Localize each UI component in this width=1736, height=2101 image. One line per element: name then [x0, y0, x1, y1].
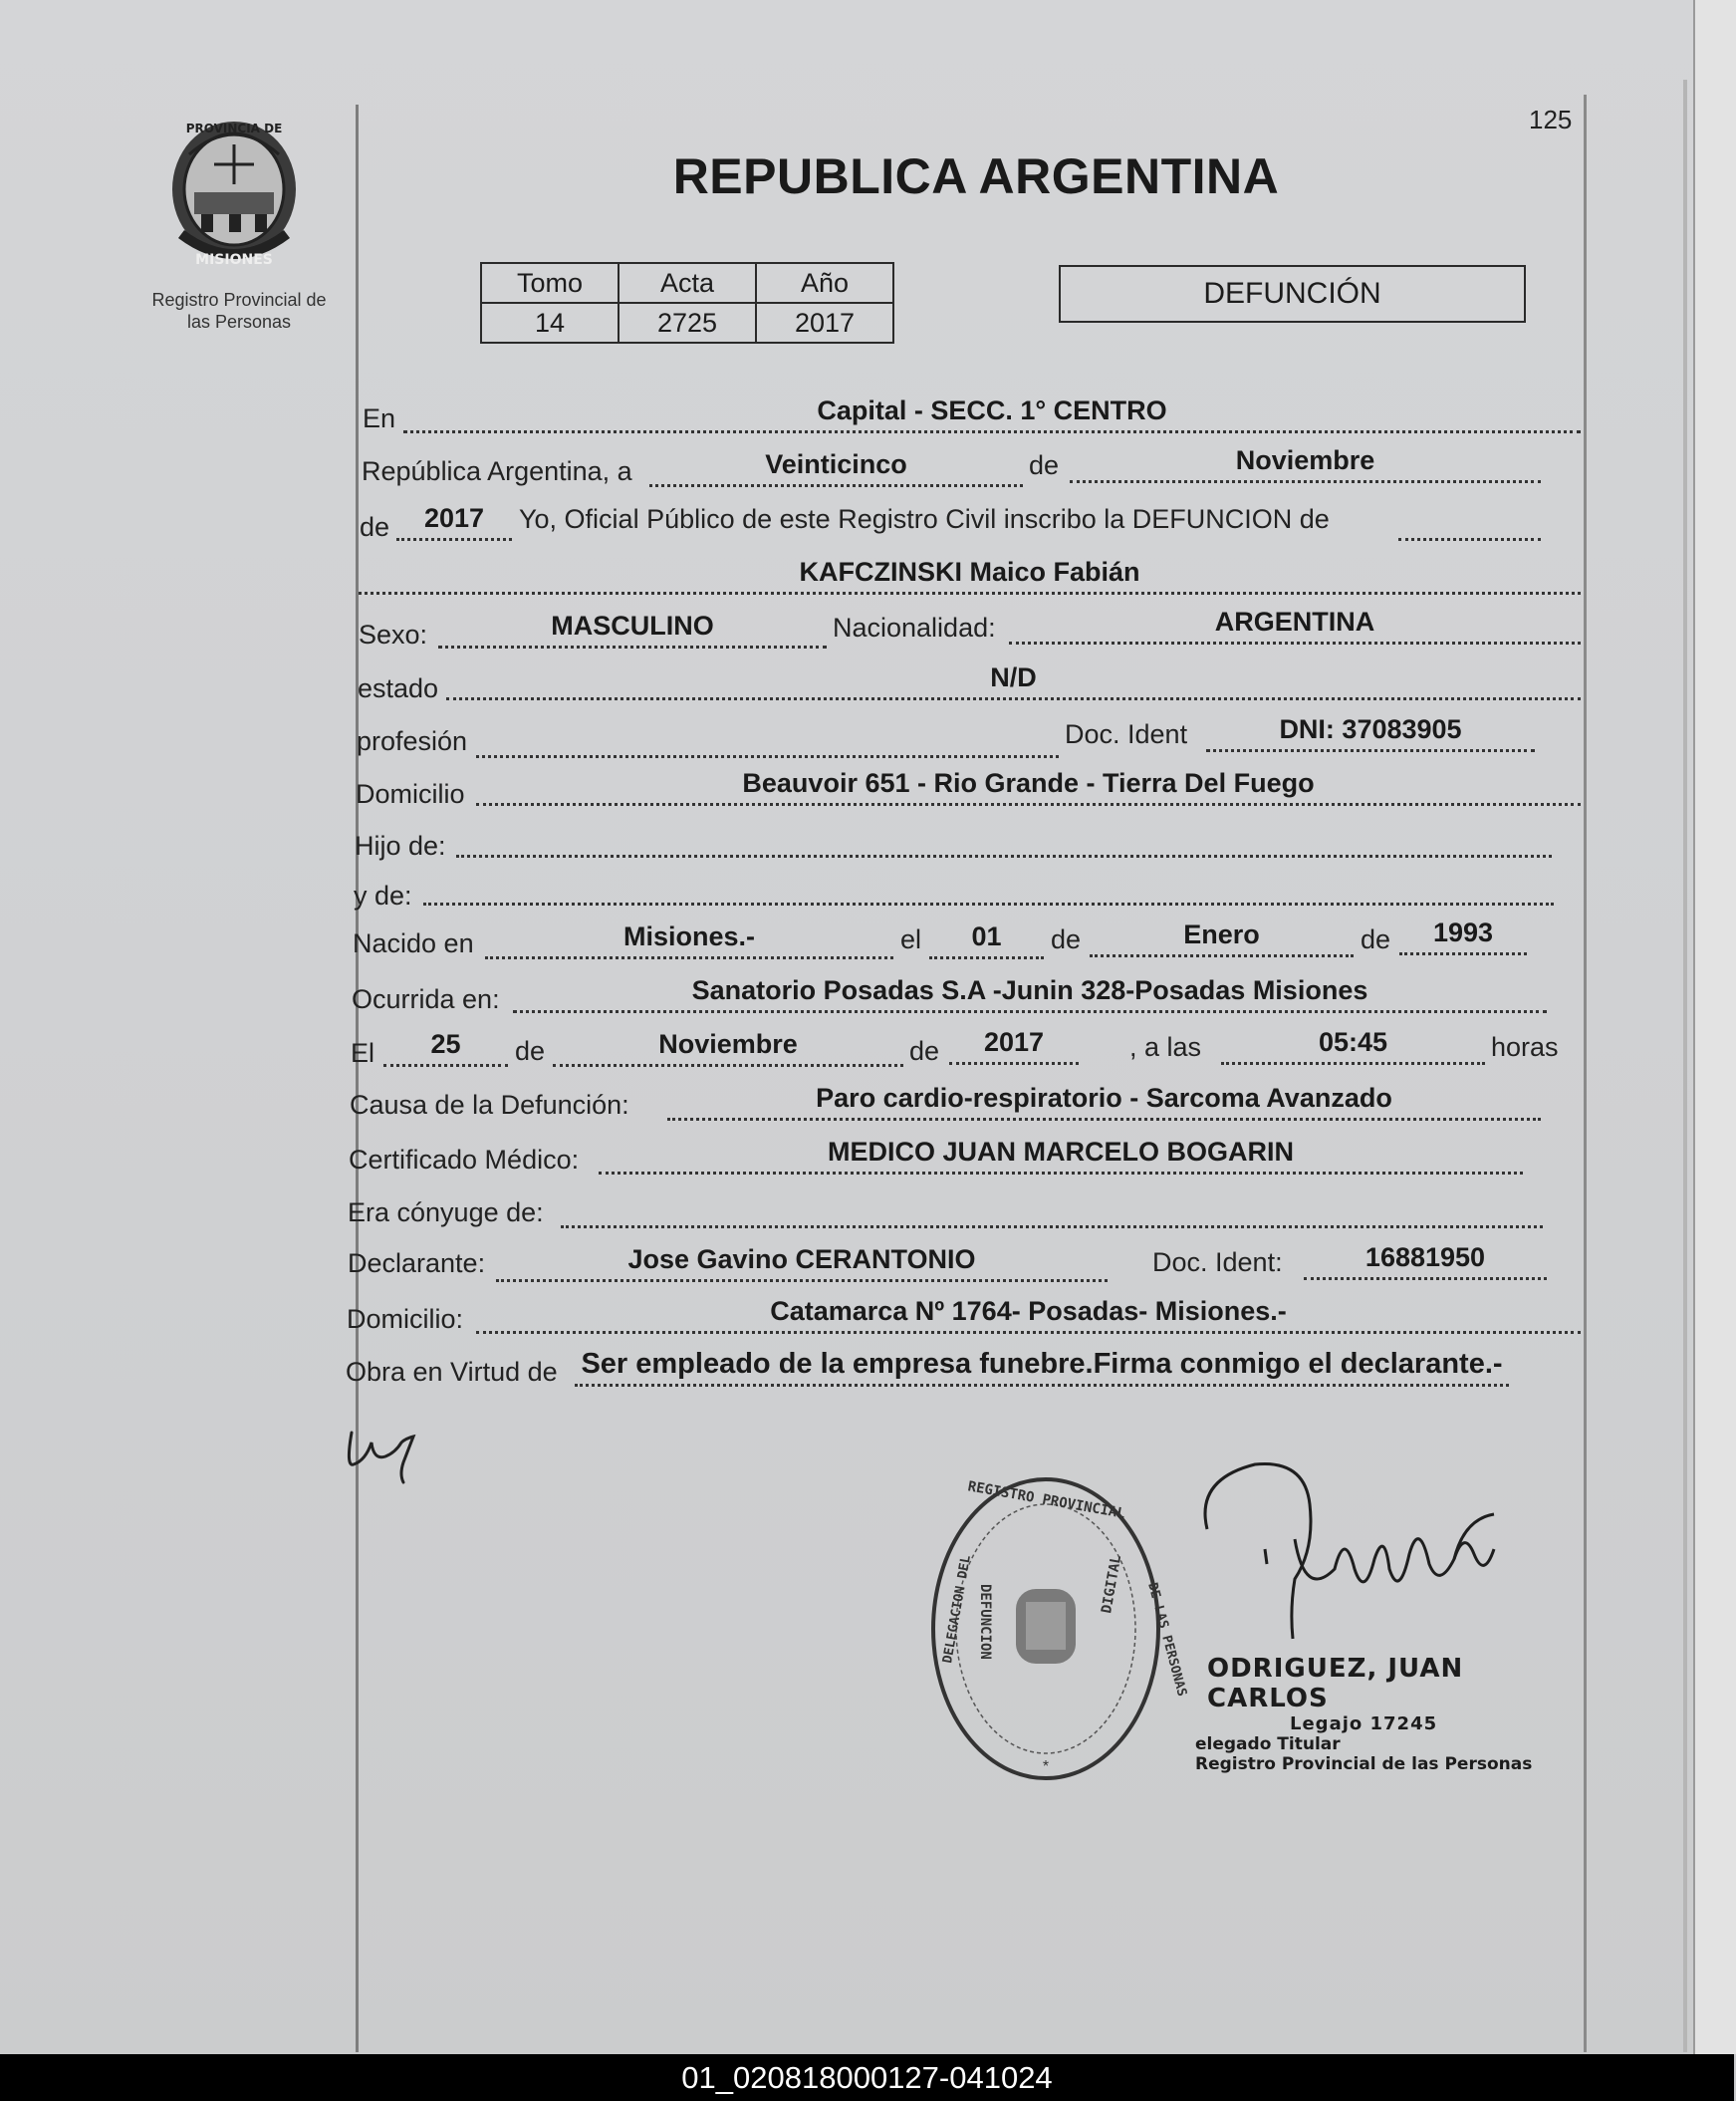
- label-nacionalidad: Nacionalidad:: [833, 613, 996, 643]
- official-role: elegado Titular: [1195, 1734, 1341, 1754]
- field-profesion: [476, 721, 1059, 758]
- field-obra-en-virtud: Ser empleado de la empresa funebre.Firma conmigo el declarante.-: [575, 1350, 1509, 1387]
- official-office: Registro Provincial de las Personas: [1195, 1754, 1533, 1774]
- record-header-tomo: Tomo: [481, 263, 619, 303]
- document-type-box: DEFUNCIÓN: [1059, 265, 1526, 323]
- field-ocurrida-en: Sanatorio Posadas S.A -Junin 328-Posadas Misiones: [513, 976, 1547, 1013]
- svg-text:MISIONES: MISIONES: [195, 252, 273, 268]
- label-causa: Causa de la Defunción:: [350, 1090, 629, 1120]
- record-header-row: [481, 263, 893, 303]
- field-certificado: MEDICO JUAN MARCELO BOGARIN: [599, 1138, 1523, 1175]
- label-de: de: [515, 1036, 546, 1066]
- registry-stamp-icon: [921, 1464, 1190, 1793]
- field-mes: Noviembre: [1070, 446, 1541, 483]
- page-edge-shadow: [1683, 80, 1687, 2052]
- left-margin-rule: [356, 105, 359, 2052]
- label-certificado: Certificado Médico:: [349, 1145, 580, 1175]
- label-conyuge: Era cónyuge de:: [348, 1197, 544, 1227]
- field-sexo: MASCULINO: [438, 612, 827, 649]
- label-hijo-de: Hijo de:: [355, 831, 446, 861]
- label-ocurrida-en: Ocurrida en:: [352, 984, 500, 1014]
- label-nacido-en: Nacido en: [353, 928, 474, 958]
- svg-text:DELEGACION DEL: DELEGACION DEL: [940, 1554, 974, 1665]
- label-profesion: profesión: [357, 726, 468, 756]
- registry-name-line2: las Personas: [186, 312, 292, 332]
- label-sexo: Sexo:: [359, 620, 428, 650]
- label-domicilio: Domicilio:: [347, 1304, 464, 1334]
- footer-code: 01_020818000127-041024: [0, 2054, 1734, 2101]
- field-lugar: Capital - SECC. 1° CENTRO: [403, 396, 1581, 433]
- field-nac-dia: 01: [929, 922, 1044, 959]
- svg-text:DEFUNCION: DEFUNCION: [977, 1584, 993, 1660]
- label-doc-ident: Doc. Ident:: [1152, 1247, 1283, 1277]
- label-horas: horas: [1491, 1032, 1559, 1062]
- field-nac-mes: Enero: [1090, 920, 1354, 957]
- field-estado: N/D: [446, 663, 1581, 700]
- label-el: el: [900, 924, 922, 954]
- label-obra: Obra en Virtud de: [346, 1357, 558, 1387]
- field-def-mes: Noviembre: [553, 1030, 903, 1067]
- page-number: 125: [1529, 105, 1573, 134]
- field-doc-ident: DNI: 37083905: [1206, 715, 1535, 752]
- record-table: [480, 262, 894, 344]
- label-el: El: [351, 1038, 375, 1068]
- field-causa: Paro cardio-respiratorio - Sarcoma Avanzado: [667, 1084, 1541, 1121]
- record-value-anio: 2017: [756, 303, 893, 343]
- field-domicilio: Beauvoir 651 - Rio Grande - Tierra Del Fuego: [476, 769, 1581, 806]
- record-value-acta: 2725: [619, 303, 756, 343]
- registry-name-line1: Registro Provincial de: [151, 290, 327, 310]
- field-nacionalidad: ARGENTINA: [1009, 608, 1581, 645]
- label-inscripcion: Yo, Oficial Público de este Registro Civil inscribo la DEFUNCION de: [519, 504, 1330, 534]
- field-declarante: Jose Gavino CERANTONIO: [496, 1245, 1108, 1282]
- record-header-anio: Año: [756, 263, 893, 303]
- official-name: ODRIGUEZ, JUAN CARLOS: [1207, 1654, 1464, 1713]
- document-title: REPUBLICA ARGENTINA: [672, 148, 1280, 204]
- svg-text:DIGITAL: DIGITAL: [1099, 1553, 1125, 1615]
- field-anio: 2017: [396, 504, 512, 541]
- record-header-acta: Acta: [619, 263, 756, 303]
- label-republica: República Argentina, a: [362, 456, 632, 486]
- official-legajo: Legajo 17245: [1290, 1713, 1438, 1734]
- field-hijo-de: [456, 821, 1552, 858]
- label-a-las: , a las: [1129, 1032, 1202, 1062]
- field-nacido-en: Misiones.-: [485, 922, 893, 959]
- field-conyuge: [561, 1191, 1543, 1228]
- field-nombre: KAFCZINSKI Maico Fabián: [359, 558, 1581, 595]
- label-de: de: [1051, 924, 1082, 954]
- field-blank-continuation: [1398, 504, 1541, 541]
- field-nac-anio: 1993: [1399, 919, 1527, 955]
- field-def-dia: 25: [383, 1030, 508, 1067]
- label-domicilio: Domicilio: [356, 779, 465, 809]
- label-estado: estado: [358, 673, 439, 703]
- page-edge: [1693, 0, 1736, 2054]
- registry-name: [129, 289, 349, 333]
- svg-text:*: *: [1042, 1758, 1050, 1775]
- field-def-anio: 2017: [949, 1028, 1079, 1065]
- official-signature-icon: [1195, 1459, 1524, 1659]
- field-y-de: [423, 869, 1554, 906]
- field-declarante-domicilio: Catamarca Nº 1764- Posadas- Misiones.-: [476, 1297, 1581, 1334]
- label-y-de: y de:: [354, 881, 412, 911]
- record-value-tomo: 14: [481, 303, 619, 343]
- label-de: de: [1361, 924, 1391, 954]
- svg-text:DE LAS PERSONAS: DE LAS PERSONAS: [1144, 1581, 1190, 1699]
- label-de: de: [909, 1036, 940, 1066]
- field-def-hora: 05:45: [1221, 1028, 1485, 1065]
- label-declarante: Declarante:: [348, 1248, 486, 1278]
- label-de: de: [1029, 450, 1060, 480]
- official-identification: [1195, 1654, 1574, 1774]
- svg-text:PROVINCIA DE: PROVINCIA DE: [185, 122, 283, 135]
- svg-text:REGISTRO PROVINCIAL: REGISTRO PROVINCIAL: [966, 1478, 1126, 1522]
- registry-seal-icon: [159, 115, 309, 274]
- record-value-row: [481, 303, 893, 343]
- initials-signature-icon: [344, 1413, 463, 1492]
- field-dia-letras: Veinticinco: [649, 450, 1023, 487]
- label-en: En: [363, 403, 396, 433]
- right-margin-rule: [1584, 95, 1587, 2052]
- field-declarante-doc: 16881950: [1304, 1243, 1547, 1280]
- label-de: de: [360, 512, 390, 542]
- label-doc-ident: Doc. Ident: [1065, 719, 1188, 749]
